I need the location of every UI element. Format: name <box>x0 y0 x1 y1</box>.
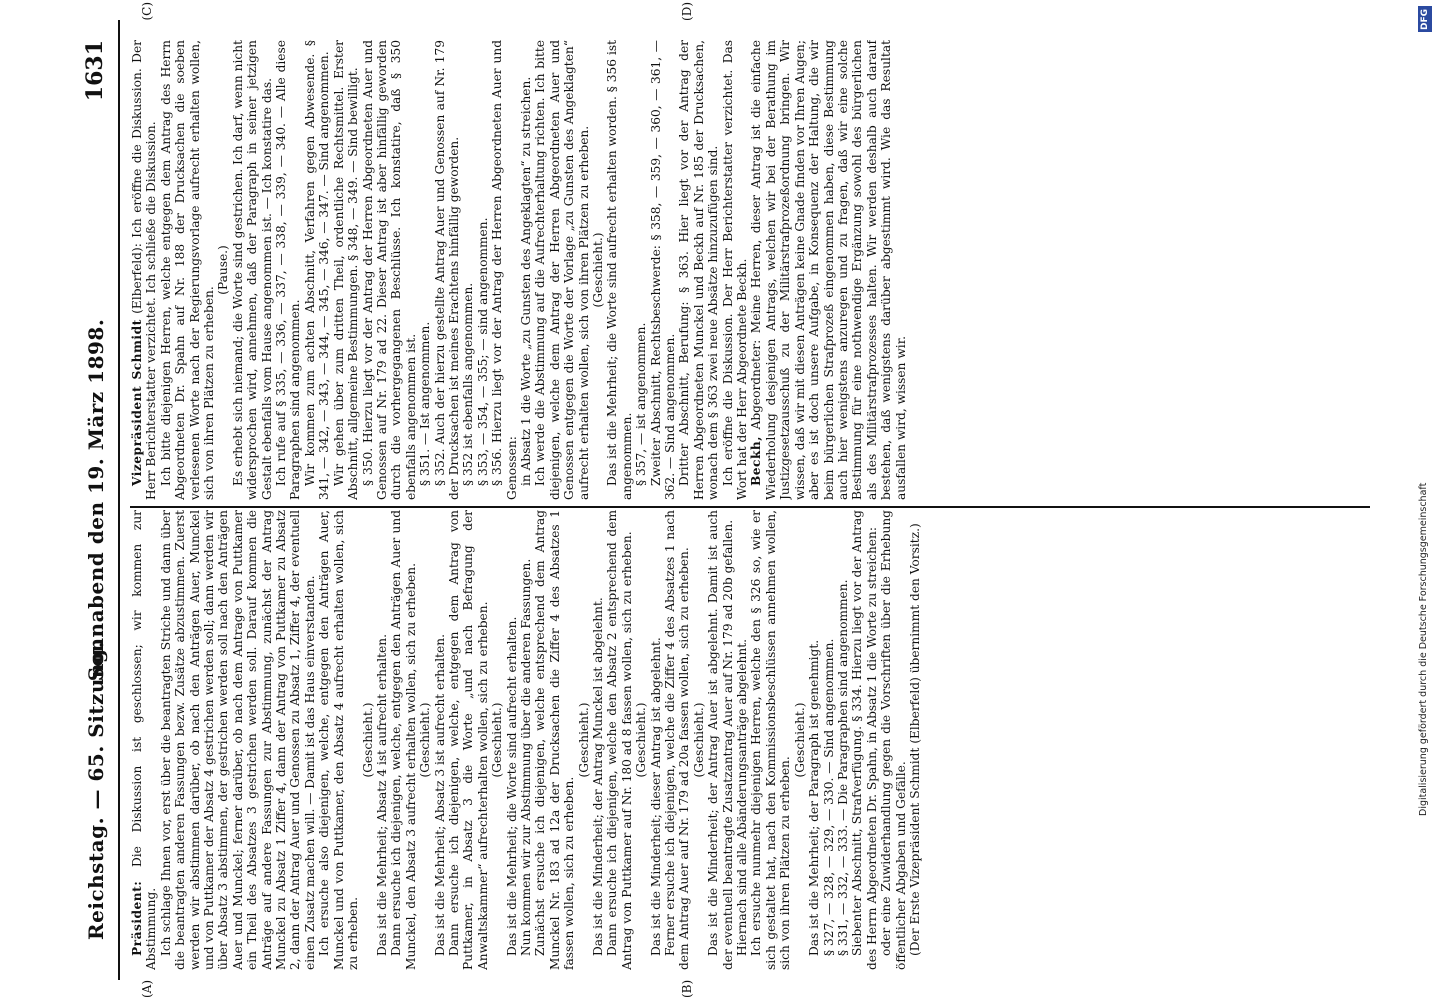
paragraph <box>749 40 907 500</box>
paragraph <box>159 40 217 500</box>
paragraph <box>749 510 792 970</box>
paragraph <box>317 510 360 970</box>
right-text-column <box>130 40 1370 500</box>
paragraph <box>605 40 634 500</box>
paragraph <box>692 510 706 970</box>
paragraph <box>649 510 663 970</box>
paragraph-text: Ferner ersuche ich diejenigen, welche die Ziffer 4 des Absatzes 1 nach dem Antrag Auer auf Nr. 179 ad 20a fassen wollen, sich zu erheben. <box>663 510 692 970</box>
paragraph <box>605 510 634 970</box>
paragraph-text: oder eine Zuwiderhandlung gegen die Vorschriften über die Erhebung öffentlicher Abgaben und Gefälle. <box>879 510 908 970</box>
header-date: Sonnabend den 19. März 1898. <box>84 318 108 682</box>
paragraph <box>418 510 432 970</box>
paragraph <box>519 510 533 970</box>
paragraph <box>807 510 821 970</box>
paragraph-text: Zweiter Abschnitt, Rechtsbeschwerde: § 358, — 359, — 360, — 361, — 362. — Sind angenommen. <box>648 40 678 500</box>
paragraph-text: Die Diskussion ist geschlossen; wir kommen zur Abstimmung. <box>130 510 159 970</box>
paragraph <box>159 510 317 970</box>
paragraph-text: (Geschieht.) <box>360 702 375 778</box>
paragraph-text: Ich bitte diejenigen Herren, welche entgegen dem Antrag des Herrn Abgeordneten Dr. Spahn auf Nr. 188 der Drucksachen die soeben verlesenen Worte nach der Regierungsvorlage aufrecht erhalten wollen, sich von ihren Plätzen zu erheben. <box>158 40 217 500</box>
paragraph-text: Das ist die Mehrheit; die Worte sind aufrecht erhalten worden. § 356 ist angenommen. <box>605 40 634 500</box>
paragraph <box>231 40 274 500</box>
margin-marker-d: (D) <box>680 2 694 21</box>
paragraph <box>519 40 533 500</box>
paragraph-text: (Elberfeld): Ich eröffne die Diskussion. Der Herr Berichterstatter verzichtet. Ich schließe die Diskussion. <box>130 40 159 500</box>
paragraph <box>274 40 303 500</box>
paragraph-text: § 356. Hierzu liegt vor der Antrag der Herren Abgeordneten Auer und Genossen: <box>490 40 519 500</box>
paragraph <box>706 510 735 970</box>
margin-marker-a: (A) <box>140 979 154 998</box>
paragraph <box>735 510 749 970</box>
paragraph <box>433 40 462 500</box>
paragraph-text: Das ist die Minderheit; dieser Antrag ist abgelehnt. <box>648 637 663 956</box>
paragraph-text: (Geschieht.) <box>634 702 649 778</box>
paragraph-text: Das ist die Mehrheit; Absatz 3 ist aufrecht erhalten. <box>432 634 447 956</box>
paragraph-text: Dann ersuche ich diejenigen, welche, entgegen den Anträgen Auer und Munckel, den Absatz 3 aufrecht erhalten wollen, sich zu erheben. <box>389 510 418 970</box>
paragraph-text: Das ist die Minderheit; der Antrag Auer ist abgelehnt. Damit ist auch der eventuell beantragte Zusatzantrag Auer auf Nr. 179 ad 20b gefallen. <box>706 510 735 970</box>
paragraph <box>476 40 490 500</box>
paragraph <box>505 510 519 970</box>
paragraph <box>591 510 605 970</box>
paragraph <box>361 40 419 500</box>
paragraph-text: Wir gehen über zum dritten Theil, ordentliche Rechtsmittel. Erster Abschnitt, allgemeine Bestimmungen. § 348, — 349. — Sind bewilligt. <box>331 40 361 500</box>
paragraph-text: Wir kommen zum achten Abschnitt, Verfahren gegen Abwesende. § 341, — 342, — 343, — 344, — 345, — 346, — 347. — Sind angenommen. <box>302 40 332 500</box>
paragraph <box>793 510 807 970</box>
paragraph <box>649 40 678 500</box>
paragraph <box>332 40 361 500</box>
paragraph-text: (Pause.) <box>216 245 231 295</box>
speaker-name: Vizepräsident Schmidt <box>130 319 144 486</box>
paragraph-text: § 357, — ist angenommen. <box>634 322 649 486</box>
paragraph-text: § 352 ist ebenfalls angenommen. <box>461 282 476 486</box>
paragraph-text: (Geschieht.) <box>490 702 505 778</box>
paragraph-text: in Absatz 1 die Worte „zu Gunsten des Angeklagten“ zu streichen. <box>518 76 533 486</box>
paragraph-text: Siebenter Abschnitt, Strafverfügung. § 334. Hierzu liegt vor der Antrag des Herrn Abgeordneten Dr. Spahn, in Absatz 1 die Worte zu streichen: <box>850 510 879 970</box>
paragraph-text: Ich rufe auf § 335, — 336, — 337, — 338, — 339, — 340. — Alle diese Paragraphen sind angenommen. <box>274 40 303 500</box>
paragraph <box>433 510 447 970</box>
paragraph-text: Es erhebt sich niemand; die Worte sind gestrichen. Ich darf, wenn nicht widersprochen wird, annehmen, daß der Paragraph in seiner jetzigen Gestalt ebenfalls vom Hause angenommen ist. — Ich konstatire das. <box>230 40 274 500</box>
paragraph-text: Dann ersuche ich diejenigen, welche, entgegen dem Antrag von Puttkamer, in Absatz 3 die Worte „und nach Befragung der Anwaltskammer“ aufrechterhalten wollen, sich zu erheben. <box>446 510 490 970</box>
paragraph <box>850 510 879 970</box>
paragraph <box>634 510 648 970</box>
paragraph-text: Ich schlage Ihnen vor, erst über die beantragten Striche und dann über die beantragten anderen Fassungen bezw. Zusätze abzustimmen. Zuerst werden wir abstimmen darüber, ob nach den Anträgen Auer, Munckel und von Puttkamer der Absatz 4 gestrichen werden soll; dann werden wir über Absatz 3 abstimmen, der gestrichen werden soll nach den Anträgen Auer und Munckel; ferner darüber, ob nach dem Antrage von Puttkamer ein Theil des Absatzes 3 gestrichen werden soll. Darauf kommen die Anträge auf andere Fassungen zur Abstimmung, zunächst der Antrag Munckel zu Absatz 1 Ziffer 4, dann der Antrag von Puttkamer zu Absatz 2, dann der Antrag Auer und Genossen zu Absatz 1, Ziffer 4, der eventuell einen Zusatz machen will. — Damit ist das Haus einverstanden. <box>158 510 317 970</box>
paragraph <box>490 40 519 500</box>
paragraph <box>375 510 389 970</box>
paragraph-text: Dritter Abschnitt, Berufung: § 363. Hier liegt vor der Antrag der Herren Abgeordneten Munckel und Beckh auf Nr. 185 der Drucksachen, wonach dem § 363 zwei neue Absätze hinzuzufügen sind. <box>677 40 721 500</box>
paragraph <box>591 40 605 500</box>
paragraph <box>447 510 490 970</box>
margin-marker-c: (C) <box>140 2 154 21</box>
paragraph <box>721 40 750 500</box>
paragraph-text: § 351. — Ist angenommen. <box>418 321 433 486</box>
column-divider <box>130 507 1370 509</box>
paragraph-text: (Geschieht.) <box>792 702 807 778</box>
header-left: Reichstag. — 65. Sitzung. <box>84 641 108 940</box>
paragraph <box>490 510 504 970</box>
paragraph-text: Ich eröffne die Diskussion. Der Herr Berichterstatter verzichtet. Das Wort hat der Herr Abgeordnete Beckh. <box>720 40 750 500</box>
paragraph-text: § 352. Auch der hierzu gestellte Antrag Auer und Genossen auf Nr. 179 der Drucksachen ist meines Erachtens hinfällig geworden. <box>432 40 461 500</box>
paragraph <box>677 40 720 500</box>
paragraph <box>822 510 836 970</box>
margin-marker-b: (B) <box>680 979 694 998</box>
left-text-column <box>130 510 1370 970</box>
paragraph-text: Ich ersuche nunmehr diejenigen Herren, welche den § 326 so, wie er sich gestaltet hat, nach den Kommissionsbeschlüssen annehmen wollen, sich von ihren Plätzen zu erheben. <box>749 510 793 970</box>
running-header <box>74 20 120 980</box>
paragraph <box>577 510 591 970</box>
paragraph-text: Das ist die Mehrheit; der Paragraph ist genehmigt. <box>807 639 822 956</box>
digitization-credit <box>1418 6 1432 996</box>
paragraph <box>361 510 375 970</box>
dfg-logo: DFG <box>1418 6 1432 32</box>
paragraph-text: § 331, — 332, — 333. — Die Paragraphen sind angenommen. <box>835 579 850 956</box>
paragraph <box>908 510 922 970</box>
speaker-name: Beckh, <box>749 435 764 486</box>
speaker-name: Präsident: <box>130 880 144 956</box>
paragraph <box>663 510 692 970</box>
paragraph <box>130 40 159 500</box>
paragraph <box>303 40 332 500</box>
paragraph <box>634 40 648 500</box>
page-number: 1631 <box>82 40 108 102</box>
paragraph-text: (Der Erste Vizepräsident Schmidt (Elberfeld) übernimmt den Vorsitz.) <box>907 523 922 956</box>
paragraph <box>879 510 908 970</box>
credit-text: Digitalisierung gefördert durch die Deutsche Forschungsgemeinschaft <box>1418 482 1429 816</box>
paragraph <box>389 510 418 970</box>
paragraph <box>418 40 432 500</box>
paragraph-text: (Geschieht.) <box>691 702 706 778</box>
paragraph <box>216 40 230 500</box>
paragraph-text: (Geschieht.) <box>418 702 433 778</box>
paragraph-text: Hiernach sind alle Abänderungsanträge abgelehnt. <box>735 638 750 956</box>
paragraph <box>533 40 591 500</box>
paragraph <box>461 40 475 500</box>
paragraph-text: (Geschieht.) <box>576 702 591 778</box>
paragraph <box>836 510 850 970</box>
scanned-page <box>60 0 1390 1000</box>
paragraph-text: § 350. Hierzu liegt vor der Antrag der Herren Abgeordneten Auer und Genossen auf Nr. 179 ad 22. Dieser Antrag ist aber hinfällig geworden durch die vorhergegangenen Beschlüsse. Ich konstatire, daß § 350 ebenfalls angenommen ist. <box>360 40 418 500</box>
paragraph-text: Das ist die Mehrheit; die Worte sind aufrecht erhalten. <box>504 616 519 956</box>
paragraph-text: Zunächst ersuche ich diejenigen, welche entsprechend dem Antrag Munckel Nr. 183 ad 12a der Drucksachen die Ziffer 4 des Absatzes 1 fassen wollen, sich zu erheben. <box>533 510 577 970</box>
paragraph-text: Das ist die Mehrheit; Absatz 4 ist aufrecht erhalten. <box>374 634 389 956</box>
paragraph-text: Abgeordneter: Meine Herren, dieser Antrag ist die einfache Wiederholung desjenigen Antrags, welchen wir bei der Berathung im Justizgesetzausschuß zu der Militärstrafprozeßordnung bringen. Wir wissen, daß wir mit diesen Anträgen keine Gnade finden vor Ihren Augen; aber es ist doch unsere Aufgabe, in Konsequenz der Haltung, die wir beim bürgerlichen Strafprozeß eingenommen haben, diese Bestimmung auch hier wenigstens anzuregen und zu fragen, daß wir eine solche Bestimmung für eine nothwendige Ergänzung sowohl des bürgerlichen als des Militärstrafprozesses halten. Wir werden deshalb auch darauf bestehen, daß wenigstens darüber abgestimmt wird. Wie das Resultat ausfallen wird, wissen wir. <box>749 40 908 500</box>
paragraph-text: Ich ersuche also diejenigen, welche, entgegen den Anträgen Auer, Munckel und von Puttkamer, den Absatz 4 aufrecht erhalten wollen, sich zu erheben. <box>317 510 361 970</box>
paragraph-text: § 353, — 354, — 355; — sind angenommen. <box>475 217 490 486</box>
paragraph-text: Das ist die Minderheit; der Antrag Munckel ist abgelehnt. <box>591 597 605 956</box>
paragraph-text: Nun kommen wir zur Abstimmung über die anderen Fassungen. <box>518 558 533 956</box>
paragraph-text: § 327, — 328, — 329, — 330. — Sind angenommen. <box>821 638 836 956</box>
paragraph-text: Dann ersuche ich diejenigen, welche den Absatz 2 entsprechend dem Antrag von Puttkamer auf Nr. 180 ad 8 fassen wollen, sich zu erheben. <box>605 510 634 970</box>
paragraph-text: Ich werde die Abstimmung auf die Aufrechterhaltung richten. Ich bitte diejenigen, welche dem Antrag der Herren Abgeordneten Auer und Genossen entgegen die Worte der Vorlage „zu Gunsten des Angeklagten“ aufrecht erhalten wollen, sich von ihren Plätzen zu erheben. <box>533 40 591 500</box>
paragraph <box>533 510 576 970</box>
paragraph-text: (Geschieht.) <box>591 232 605 308</box>
paragraph <box>130 510 159 970</box>
